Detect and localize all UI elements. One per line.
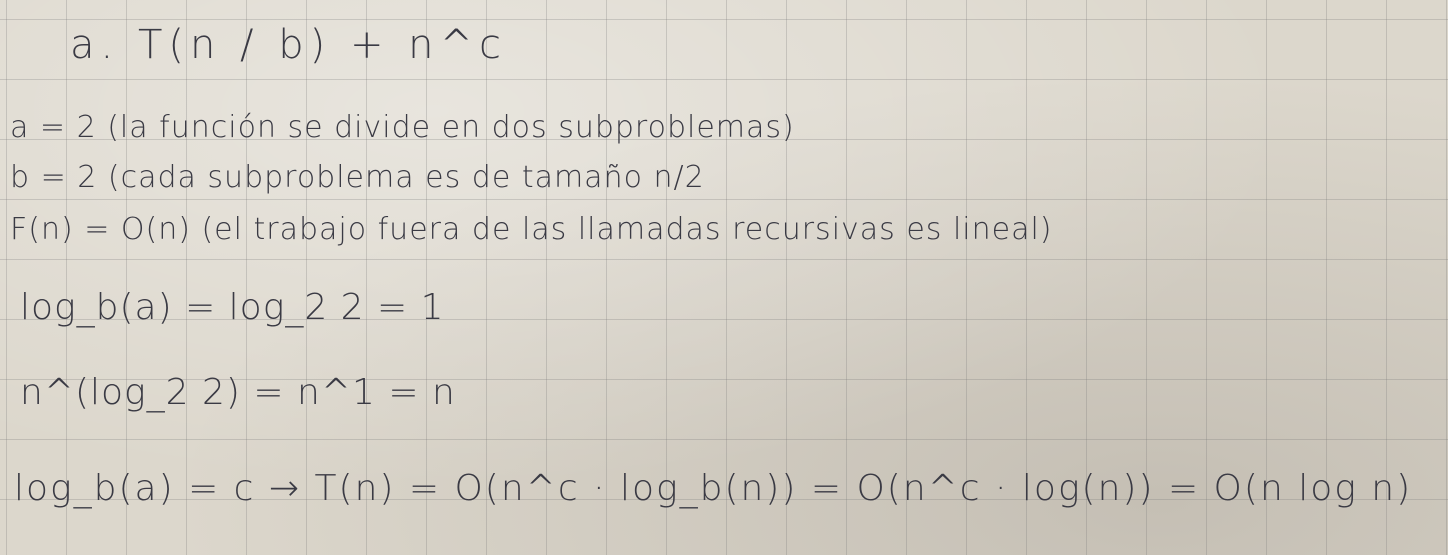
definition-b: b = 2 (cada subproblema es de tamaño n/2: [10, 160, 705, 195]
definition-f: F(n) = O(n) (el trabajo fuera de las llamadas recursivas es lineal): [10, 212, 1053, 247]
recurrence-formula: a. T(n / b) + n^c: [70, 22, 508, 68]
power-computation: n^(log_2 2) = n^1 = n: [20, 372, 456, 413]
definition-a: a = 2 (la función se divide en dos subproblemas): [10, 110, 795, 145]
master-theorem-conclusion: log_b(a) = c → T(n) = O(n^c · log_b(n)) = O(n^c · log(n)) = O(n log n): [14, 468, 1413, 509]
log-computation: log_b(a) = log_2 2 = 1: [20, 287, 445, 328]
